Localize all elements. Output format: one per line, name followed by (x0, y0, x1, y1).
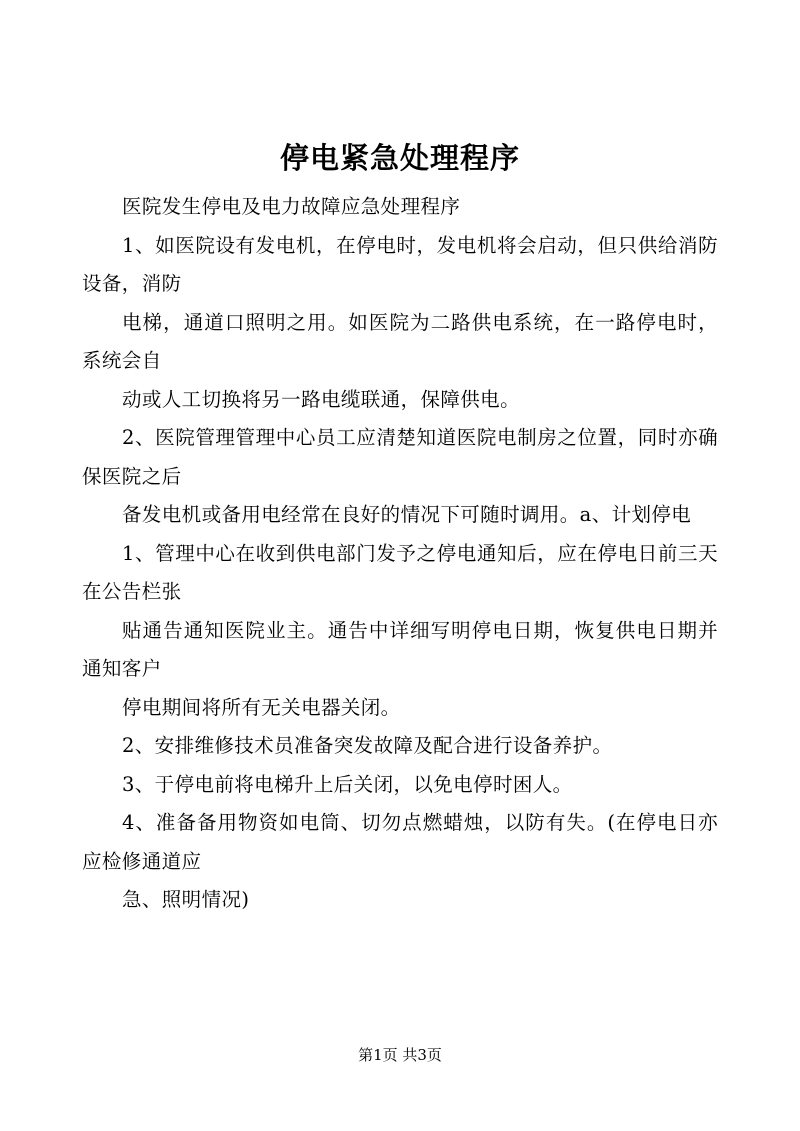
paragraph: 2、安排维修技术员准备突发故障及配合进行设备养护。 (121, 734, 613, 757)
paragraph: 贴通告通知医院业主。通告中详细写明停电日期，恢复供电日期并通知客户 (82, 618, 718, 680)
document-body (82, 188, 718, 920)
paragraph: 4、准备备用物资如电筒、切勿点燃蜡烛，以防有失。(在停电日亦应检修通道应 (82, 811, 718, 873)
paragraph: 医院发生停电及电力故障应急处理程序 (121, 195, 461, 218)
paragraph: 1、如医院设有发电机，在停电时，发电机将会启动，但只供给消防设备，消防 (82, 233, 718, 295)
paragraph: 停电期间将所有无关电器关闭。 (121, 695, 401, 719)
paragraph: 2、医院管理管理中心员工应清楚知道医院电制房之位置，同时亦确保医院之后 (82, 426, 718, 488)
paragraph: 备发电机或备用电经常在良好的情况下可随时调用。a、计划停电 (121, 503, 692, 526)
paragraph: 电梯，通道口照明之用。如医院为二路供电系统，在一路停电时，系统会自 (82, 310, 718, 372)
paragraph: 急、照明情况) (121, 888, 250, 911)
document-title: 停电紧急处理程序 (279, 141, 520, 175)
page-footer: 第1页 共3页 (358, 1046, 442, 1064)
paragraph: 1、管理中心在收到供电部门发予之停电通知后，应在停电日前三天在公告栏张 (82, 541, 718, 603)
paragraph: 动或人工切换将另一路电缆联通，保障供电。 (121, 387, 520, 411)
paragraph: 3、于停电前将电梯升上后关闭，以免电停时困人。 (121, 772, 573, 796)
